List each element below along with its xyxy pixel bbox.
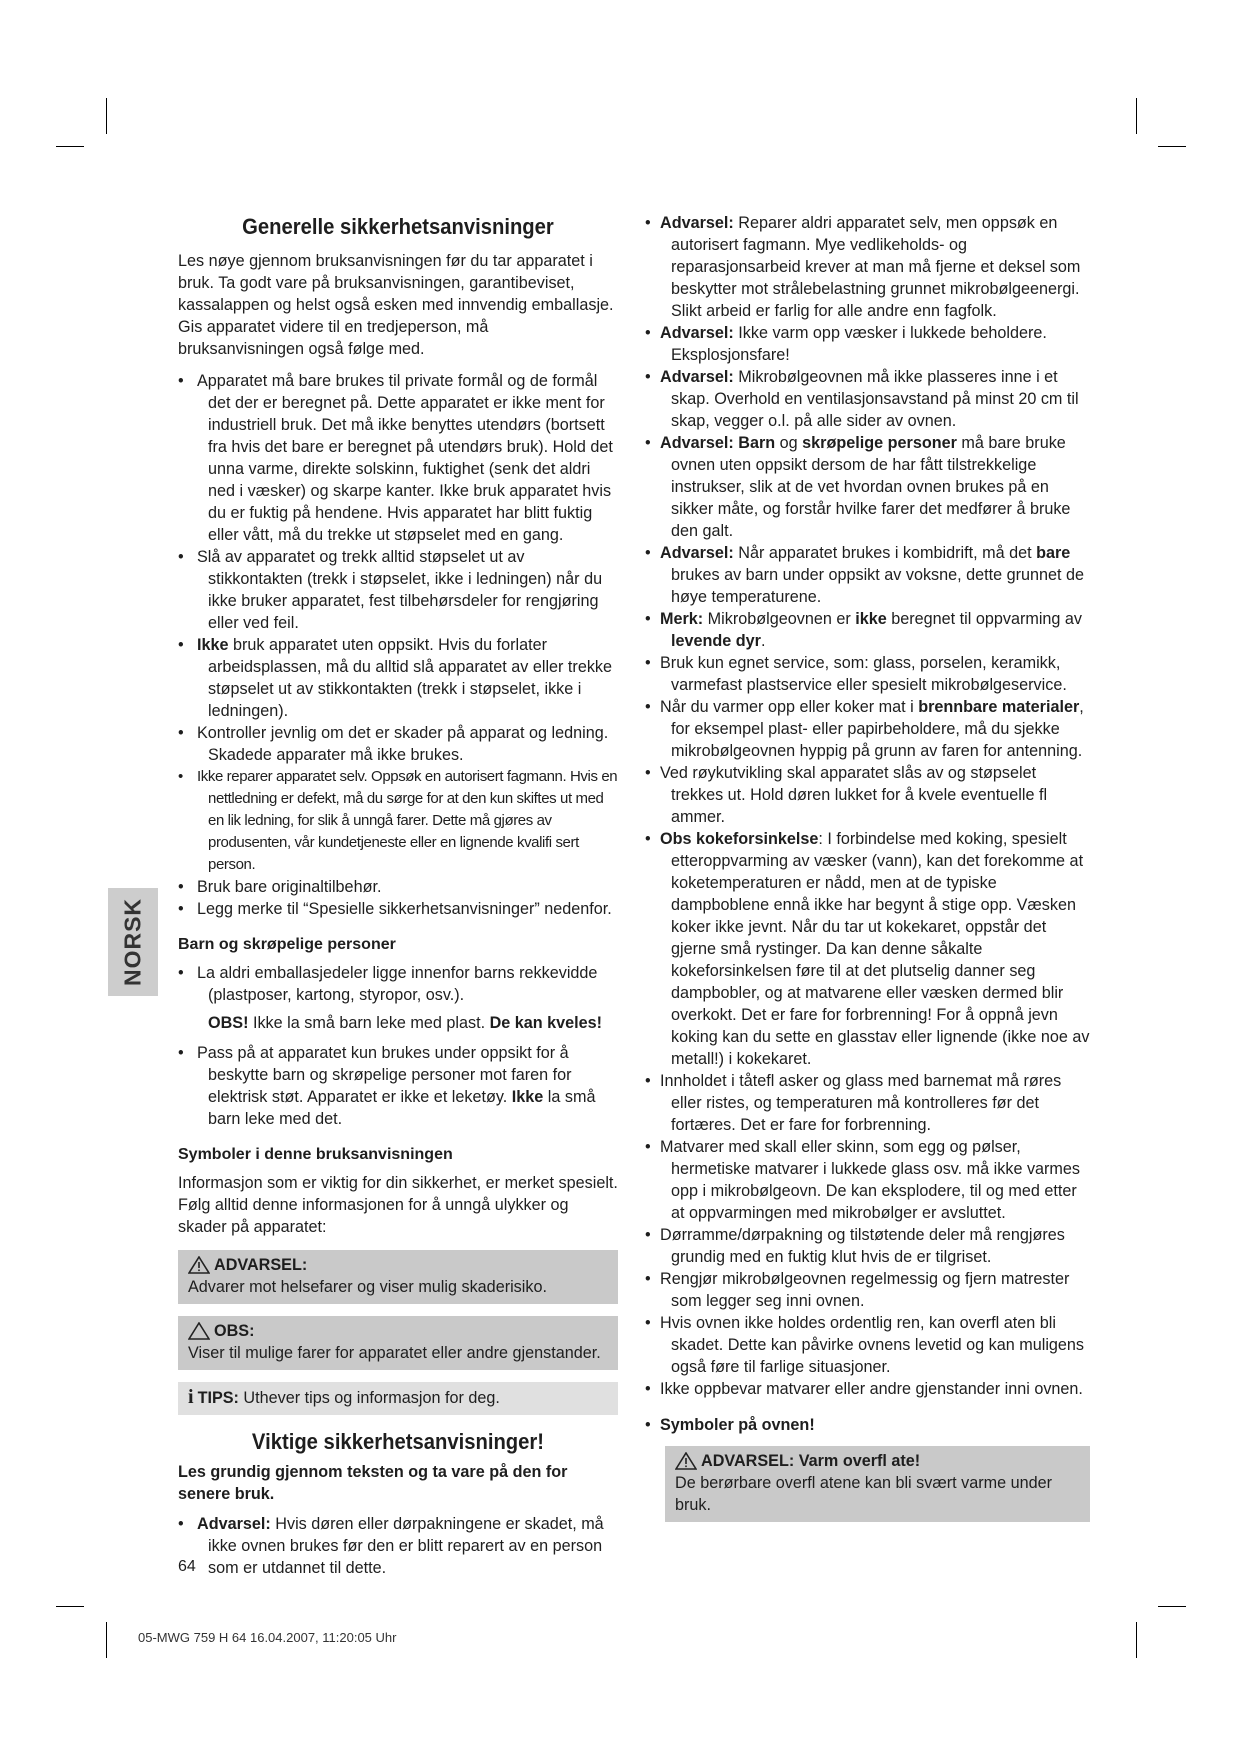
obs-box (178, 1316, 618, 1370)
crop-mark (1136, 98, 1137, 134)
symbols-heading: Symboler i denne bruksanvisningen (178, 1146, 453, 1163)
list-item: • Ikke oppbevar matvarer eller andre gjenstander inni ovnen. (645, 1378, 1090, 1400)
warnings-list (645, 212, 1090, 1400)
tips-title: TIPS: (197, 1389, 239, 1407)
list-item: • Merk: Mikrobølgeovnen er ikke beregnet til oppvarming av levende dyr. (645, 608, 1090, 652)
list-item: • Rengjør mikrobølgeovnen regelmessig og fjern matrester som legger seg inni ovnen. (645, 1268, 1090, 1312)
warning-text: Advarer mot helsefarer og viser mulig skaderisiko. (188, 1278, 547, 1296)
page-number: 64 (178, 1558, 196, 1575)
list-item: • Slå av apparatet og trekk alltid støpselet ut av stikkontakten (trekk i støpselet, ikke i ledningen) når du ikke bruker apparatet, fest tilbehørsdeler for rengjøring eller ved feil. (178, 546, 618, 634)
obs-title: OBS: (214, 1322, 255, 1340)
list-item: • Advarsel: Mikrobølgeovnen må ikke plasseres inne i et skap. Overhold en ventilasjonsavstand på minst 20 cm til skap, vegger o.l. på alle sider av ovnen. (645, 366, 1090, 432)
right-column (645, 212, 1090, 1534)
symbols-list (645, 1414, 1090, 1436)
children-list-2 (178, 1042, 618, 1130)
list-item: • Dørramme/dørpakning og tilstøtende deler må rengjøres grundig med en fuktig klut hvis de er tilgriset. (645, 1224, 1090, 1268)
list-item: • Advarsel: Barn og skrøpelige personer må bare bruke ovnen uten oppsikt dersom de har fått tilstrekkelige instrukser, slik at de vet hvordan ovnen brukes på en sikker måte, og forstår hvilke farer det medfører å bruke den galt. (645, 432, 1090, 542)
print-footer: 05-MWG 759 H 64 16.04.2007, 11:20:05 Uhr (138, 1630, 397, 1645)
tips-box (178, 1382, 618, 1415)
list-item: • Ved røykutvikling skal apparatet slås av og støpselet trekkes ut. Hold døren lukket for å kvele eventuelle fl ammer. (645, 762, 1090, 828)
hot-surface-box (665, 1446, 1090, 1522)
language-tab-label: NORSK (119, 897, 146, 987)
crop-mark (1158, 146, 1186, 147)
intro-paragraph: Les nøye gjennom bruksanvisningen før du tar apparatet i bruk. Ta godt vare på bruksanvisningen, garantibeviset, kassalappen og helst også esken med innvendig emballasje. Gis apparatet videre til en tredjeperson, må bruksanvisningen også følge med. (178, 252, 614, 358)
obs-text: Viser til mulige farer for apparatet eller andre gjenstander. (188, 1344, 601, 1362)
hot-surface-title: ADVARSEL: Varm overfl ate! (701, 1452, 921, 1470)
crop-mark (1158, 1606, 1186, 1607)
crop-mark (1136, 1622, 1137, 1658)
list-item: • Ikke bruk apparatet uten oppsikt. Hvis du forlater arbeidsplassen, må du alltid slå apparatet av eller trekke støpselet ut av stikkontakten (trekk i støpselet, ikke i ledningen). (178, 634, 618, 722)
list-item: • La aldri emballasjedeler ligge innenfor barns rekkevidde (plastposer, kartong, styropor, osv.). (178, 962, 618, 1006)
list-item: • Symboler på ovnen! (645, 1414, 1090, 1436)
list-item: • Matvarer med skall eller skinn, som egg og pølser, hermetiske matvarer i lukkede glass osv. må ikke varmes opp i mikrobølgeovn. De kan eksplodere, til og med etter at oppvarmingen med mikrobølger er avsluttet. (645, 1136, 1090, 1224)
list-item: • Pass på at apparatet kun brukes under oppsikt for å beskytte barn og skrøpelige personer mot faren for elektrisk støt. Apparatet er ikke et leketøy. Ikke la små barn leke med det. (178, 1042, 618, 1130)
important-subtitle: Les grundig gjennom teksten og ta vare på den for senere bruk. (178, 1463, 568, 1503)
tips-text: Uthever tips og informasjon for deg. (238, 1389, 500, 1407)
warning-triangle-icon (675, 1452, 697, 1470)
important-title: Viktige sikkerhetsanvisninger! (251, 1429, 545, 1454)
children-list (178, 962, 618, 1006)
left-column (178, 212, 618, 1579)
crop-mark (106, 98, 107, 134)
list-item: • Advarsel: Reparer aldri apparatet selv, men oppsøk en autorisert fagmann. Mye vedlikeholds- og reparasjonsarbeid krever at man må fjerne et deksel som beskytter mot strålebelastning grunnet mikrobølgeenergi. Slikt arbeid er farlig for alle andre enn fagfolk. (645, 212, 1090, 322)
children-heading: Barn og skrøpelige personer (178, 936, 396, 953)
list-item: • Ikke reparer apparatet selv. Oppsøk en autorisert fagmann. Hvis en nettledning er defekt, må du sørge for at den kun skiftes ut med en lik ledning, for slik å unngå farer. Dette må gjøres av produsenten, vår kundetjeneste eller en lignende kvalifi sert person. (178, 766, 618, 876)
crop-mark (106, 1622, 107, 1658)
list-item: • Apparatet må bare brukes til private formål og de formål det der er beregnet på. Dette apparatet er ikke ment for industriell bruk. Det må ikke benyttes utendørs (bortsett fra hvis det bare er beregnet på utendørs bruk). Hold det unna varme, direkte solskinn, fuktighet (senk det aldri ned i væsker) og skarpe kanter. Ikke bruk apparatet hvis du er fuktig på hendene. Hvis apparatet har blitt fuktig eller vått, må du trekke ut støpselet med en gang. (178, 370, 618, 546)
list-item: • Bruk bare originaltilbehør. (178, 876, 618, 898)
list-item: • Kontroller jevnlig om det er skader på apparat og ledning. Skadede apparater må ikke brukes. (178, 722, 618, 766)
list-item: • Advarsel: Når apparatet brukes i kombidrift, må det bare brukes av barn under oppsikt av voksne, dette grunnet de høye temperaturene. (645, 542, 1090, 608)
warning-triangle-icon (188, 1256, 210, 1274)
caution-triangle-icon (188, 1322, 210, 1340)
symbols-text: Informasjon som er viktig for din sikkerhet, er merket spesielt. Følg alltid denne informasjonen for å unngå ulykker og skader på apparatet: (178, 1174, 618, 1236)
hot-surface-text: De berørbare overfl atene kan bli svært varme under bruk. (675, 1474, 1052, 1514)
important-list (178, 1513, 618, 1579)
list-item: • Bruk kun egnet service, som: glass, porselen, keramikk, varmefast plastservice eller spesielt mikrobølgeservice. (645, 652, 1090, 696)
obs-note: OBS! Ikke la små barn leke med plast. De kan kveles! (208, 1014, 603, 1032)
language-tab (108, 888, 158, 996)
crop-mark (56, 146, 84, 147)
crop-mark (56, 1606, 84, 1607)
info-icon: i (188, 1386, 194, 1408)
list-item: • Innholdet i tåtefl asker og glass med barnemat må røres eller ristes, og temperaturen må kontrolleres før det fortæres. Det er fare for forbrenning. (645, 1070, 1090, 1136)
warning-title: ADVARSEL: (214, 1256, 308, 1274)
list-item: • Når du varmer opp eller koker mat i brennbare materialer, for eksempel plast- eller papirbeholdere, må du sjekke mikrobølgeovnen hyppig på grunn av faren for antenning. (645, 696, 1090, 762)
list-item: • Obs kokeforsinkelse: I forbindelse med koking, spesielt etteroppvarming av væsker (vann), kan det forekomme at koketemperaturen er nådd, men at de typiske dampboblene ennå ikke har begynt å stige opp. Væsken koker ikke jevnt. Når du tar ut kokekaret, oppstår det gjerne små rystinger. Da kan denne såkalte kokeforsinkelsen føre til at det plutselig danner seg dampbobler, og at matvarene eller væsken dermed blir overkokt. Det er fare for forbrenning! For å oppnå jevn koking kan du sette en glasstav eller lignende (ikke noe av metall!) i kokekaret. (645, 828, 1090, 1070)
section-title: Generelle sikkerhetsanvisninger (242, 214, 554, 239)
safety-list (178, 370, 618, 920)
list-item: • Legg merke til “Spesielle sikkerhetsanvisninger” nedenfor. (178, 898, 618, 920)
list-item: • Advarsel: Ikke varm opp væsker i lukkede beholdere. Eksplosjonsfare! (645, 322, 1090, 366)
list-item: • Hvis ovnen ikke holdes ordentlig ren, kan overfl aten bli skadet. Dette kan påvirke ovnens levetid og kan muligens også føre til farlige situasjoner. (645, 1312, 1090, 1378)
list-item: • Advarsel: Hvis døren eller dørpakningene er skadet, må ikke ovnen brukes før den er blitt reparert av en person som er utdannet til dette. (178, 1513, 618, 1579)
warning-box (178, 1250, 618, 1304)
